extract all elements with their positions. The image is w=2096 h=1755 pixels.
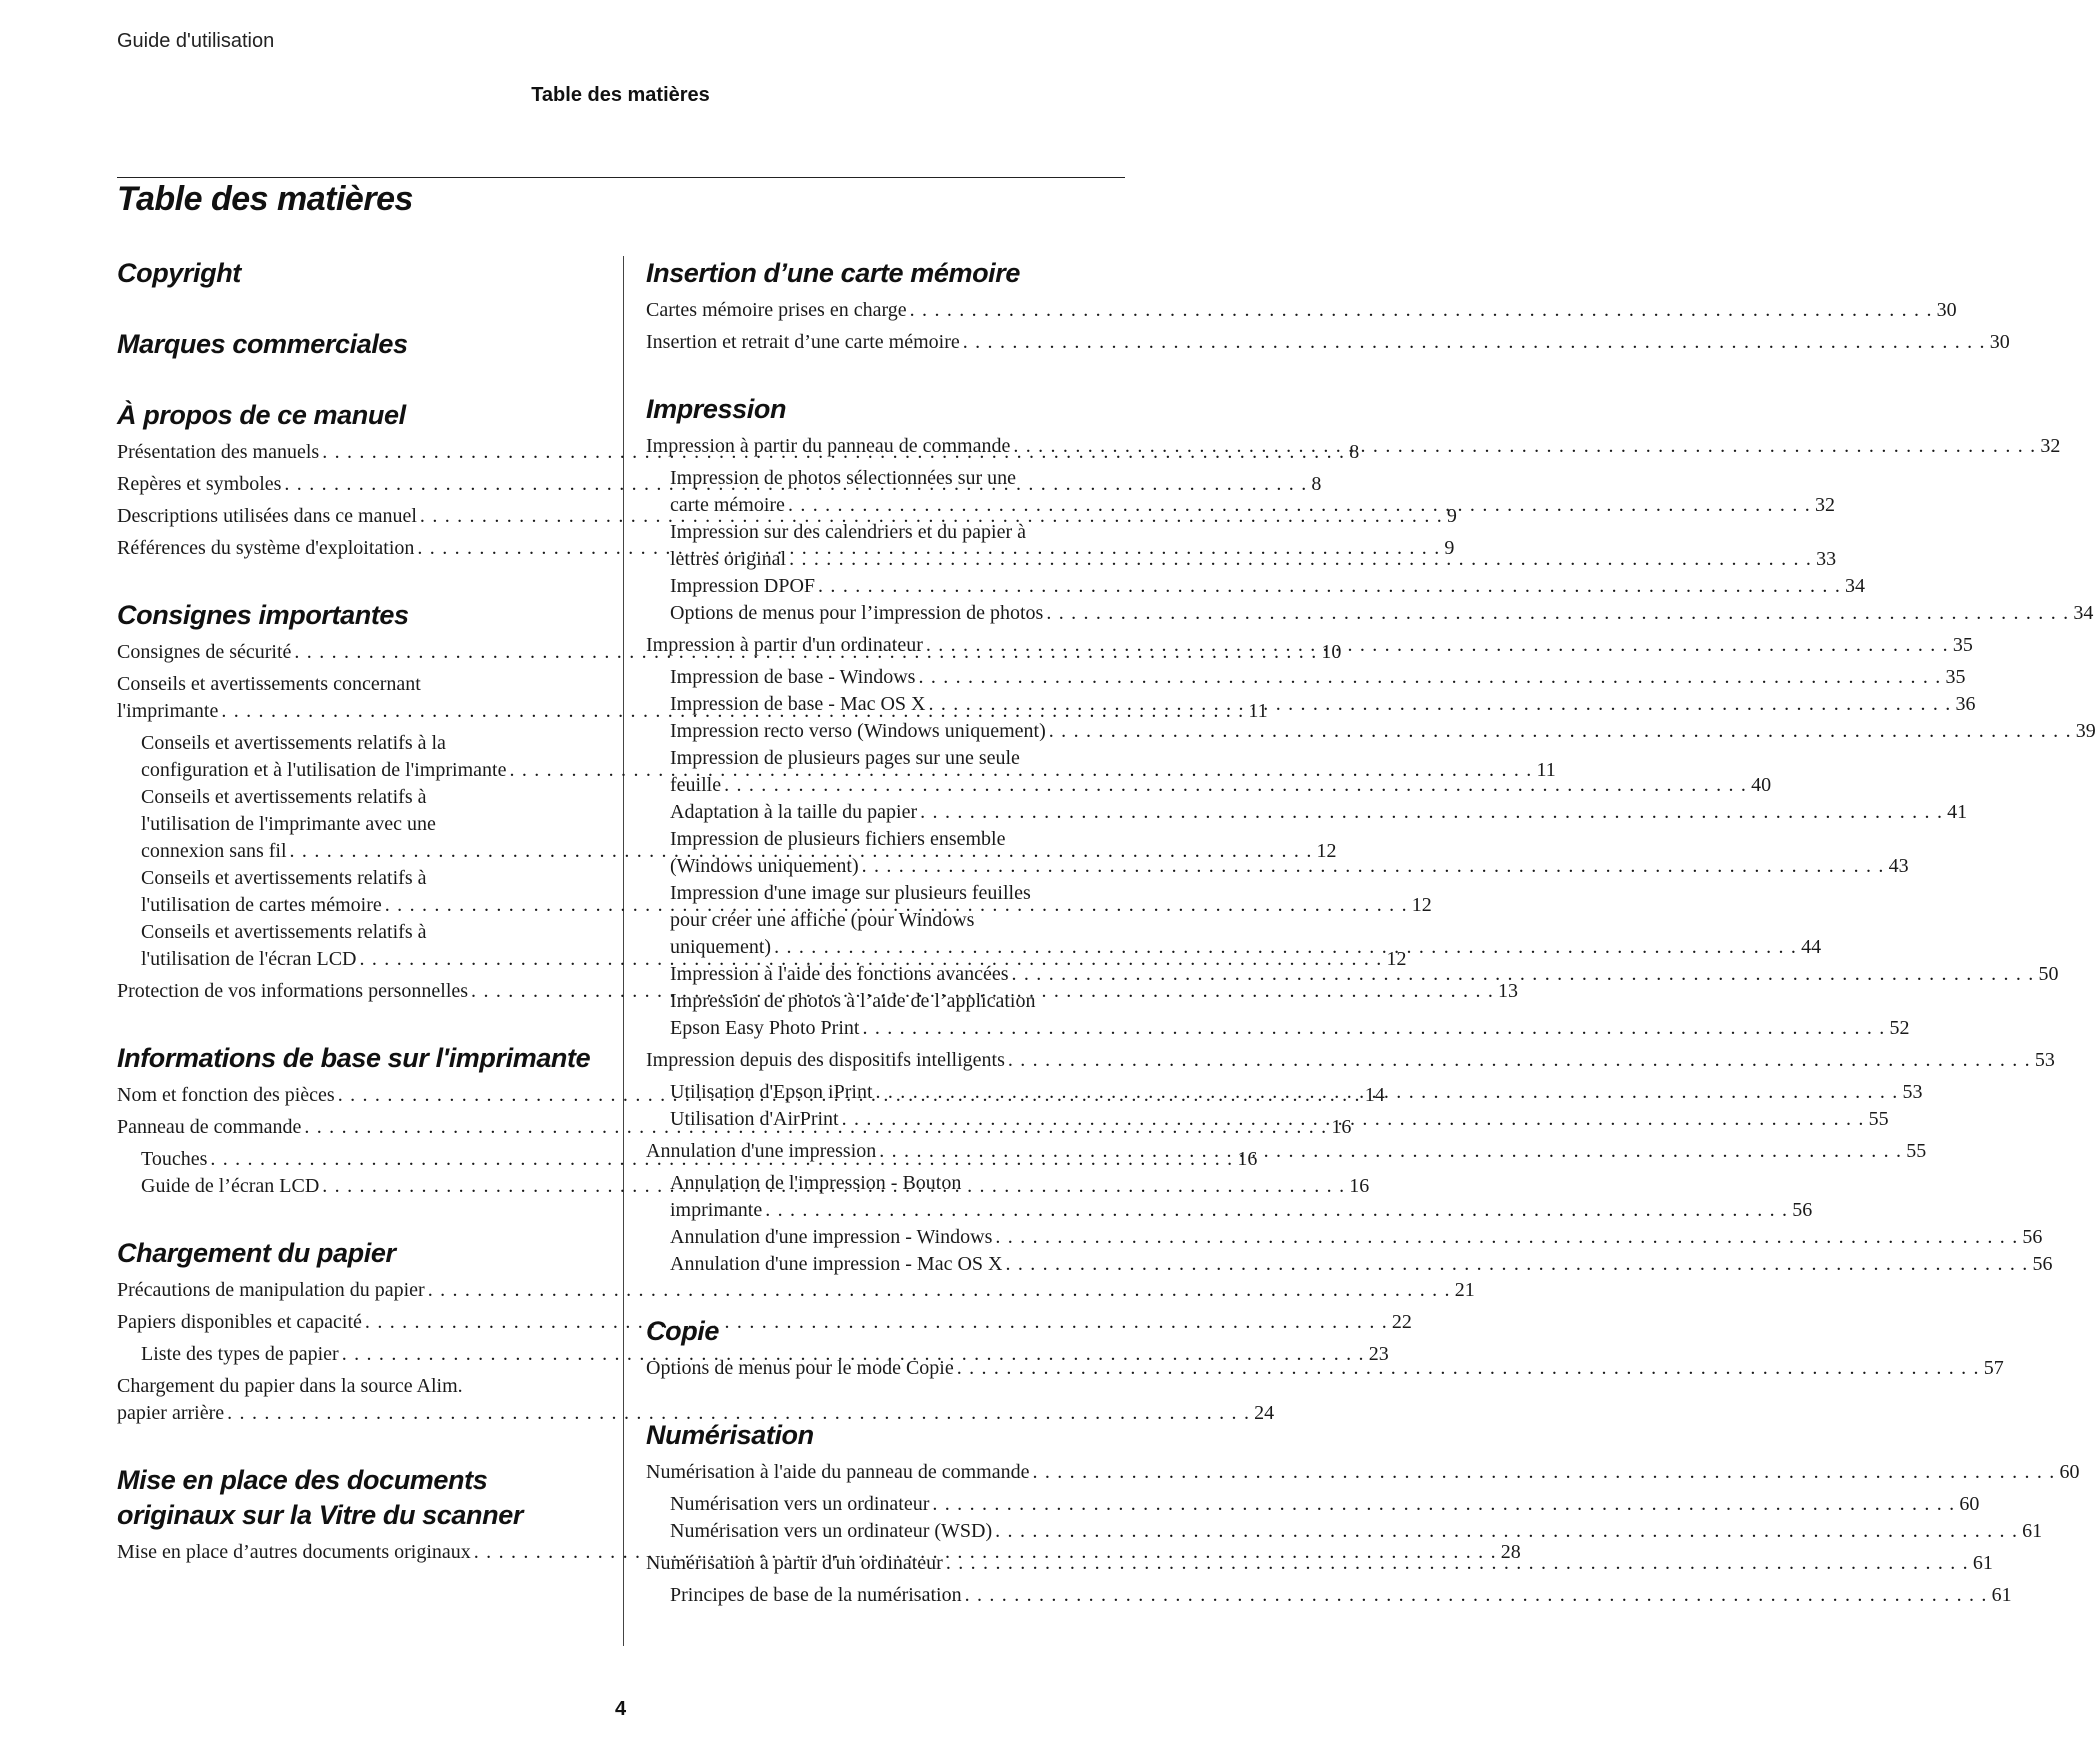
dot-leader	[915, 664, 1941, 691]
toc-entry-title-line: Impression d'une image sur plusieurs feuilles	[670, 882, 1031, 904]
toc-entry-page: 53	[2034, 1049, 2055, 1071]
toc-section-title[interactable]: Numérisation	[646, 1420, 814, 1450]
toc-entry-line	[670, 1197, 1813, 1224]
toc-entry-title: Repères et symboles	[117, 473, 282, 495]
toc-entry-title: imprimante	[670, 1199, 763, 1221]
toc-entry-line	[117, 1277, 1475, 1304]
toc-entry-line	[670, 718, 2096, 745]
toc-subentry[interactable]	[646, 519, 1837, 573]
dot-leader	[1002, 1251, 2028, 1278]
dot-leader	[721, 772, 1747, 799]
dot-leader	[992, 1518, 2018, 1545]
toc-entry-list	[646, 297, 2010, 356]
toc-entry-page: 16	[1237, 1148, 1258, 1170]
toc-entry[interactable]	[117, 1373, 1275, 1427]
toc-subentry[interactable]	[646, 1491, 1980, 1518]
toc-entry-page: 61	[2022, 1520, 2043, 1542]
toc-entry-title: Impression recto verso (Windows uniquement)	[670, 720, 1046, 742]
toc-entry-title: Impression de base - Mac OS X	[670, 693, 926, 715]
dot-leader	[917, 799, 1943, 826]
toc-subentry[interactable]	[646, 664, 1966, 691]
toc-entry-line	[117, 1400, 1275, 1427]
toc-subentry[interactable]	[646, 1518, 2043, 1545]
toc-entry-title: Impression à partir du panneau de commande	[646, 435, 1011, 457]
dot-leader	[926, 691, 1952, 718]
toc-entry-title: configuration et à l'utilisation de l'imprimante	[141, 759, 507, 781]
toc-entry-page: 60	[1959, 1493, 1980, 1515]
toc-entry-title: Adaptation à la taille du papier	[670, 801, 918, 823]
toc-section-title[interactable]: Copyright	[117, 258, 241, 288]
dot-leader	[1029, 1459, 2055, 1486]
toc-entry-title-line: Conseils et avertissements relatifs à	[141, 786, 427, 808]
toc-entry[interactable]	[646, 1047, 2055, 1074]
toc-entry-title: Numérisation vers un ordinateur (WSD)	[670, 1520, 993, 1542]
dot-leader	[1043, 600, 2069, 627]
toc-entry-title: papier arrière	[117, 1402, 225, 1424]
toc-entry-line	[670, 546, 1837, 573]
toc-entry-page: 24	[1254, 1402, 1275, 1424]
toc-entry-title: Liste des types de papier	[141, 1343, 339, 1365]
toc-entry-title: Epson Easy Photo Print	[670, 1017, 860, 1039]
toc-entry-page: 13	[1498, 980, 1519, 1002]
dot-leader	[962, 1582, 1988, 1609]
toc-entry-page: 52	[1889, 1017, 1910, 1039]
toc-subentry[interactable]	[646, 961, 2059, 988]
dot-leader	[943, 1550, 1969, 1577]
page-title: Table des matières	[117, 180, 413, 218]
toc-entry-title: Précautions de manipulation du papier	[117, 1279, 425, 1301]
toc-entry-page: 32	[1814, 494, 1835, 516]
toc-entry-page: 23	[1368, 1343, 1389, 1365]
toc-entry-page: 22	[1391, 1311, 1412, 1333]
toc-section-marques-commerciales	[117, 327, 599, 362]
toc-entry-line	[670, 1491, 1980, 1518]
toc-entry-line	[670, 492, 1835, 519]
toc-entry-page: 56	[1792, 1199, 1813, 1221]
toc-section-title[interactable]: Copie	[646, 1316, 720, 1346]
toc-entry-line	[670, 1224, 2043, 1251]
toc-entry-title: Insertion et retrait d’une carte mémoire	[646, 331, 960, 353]
toc-entry-title-line: Impression sur des calendriers et du papier à	[670, 521, 1026, 543]
toc-entry-title: Impression depuis des dispositifs intelligents	[646, 1049, 1005, 1071]
toc-entry-title: Annulation d'une impression - Windows	[670, 1226, 993, 1248]
toc-entry-title: Annulation d'une impression	[646, 1140, 877, 1162]
toc-entry-title-line: Impression de photos à l’aide de l’application	[670, 990, 1036, 1012]
running-head: Table des matières	[531, 84, 710, 106]
toc-entry-page: 12	[1386, 948, 1407, 970]
toc-entry-page: 61	[1991, 1584, 2012, 1606]
toc-section-title[interactable]: À propos de ce manuel	[117, 400, 406, 430]
toc-entry-title: connexion sans fil	[141, 840, 287, 862]
toc-entry-title: Nom et fonction des pièces	[117, 1084, 335, 1106]
dot-leader	[929, 1491, 1955, 1518]
toc-entry-line	[670, 1582, 2012, 1609]
toc-entry-page: 28	[1500, 1541, 1521, 1563]
toc-entry-title-line: Conseils et avertissements relatifs à la	[141, 732, 446, 754]
toc-section-insertion-d-une-carte-memoire	[646, 256, 2010, 356]
toc-entry-page: 33	[1816, 548, 1837, 570]
toc-subentry[interactable]	[646, 1251, 2053, 1278]
toc-entry-line	[646, 297, 1957, 324]
toc-section-title[interactable]: Marques commerciales	[117, 329, 408, 359]
toc-entry-title: l'imprimante	[117, 700, 219, 722]
toc-entry[interactable]	[646, 297, 1957, 324]
dot-leader	[785, 492, 1811, 519]
toc-entry-title: Numérisation à l'aide du panneau de commande	[646, 1461, 1030, 1483]
toc-entry-page: 43	[1888, 855, 1909, 877]
toc-entry-page: 39	[2075, 720, 2096, 742]
dot-leader	[907, 297, 1933, 324]
toc-section-title[interactable]: Impression	[646, 394, 787, 424]
toc-entry-page: 61	[1972, 1552, 1993, 1574]
toc-entry-page: 9	[1444, 537, 1455, 559]
toc-entry-title: Panneau de commande	[117, 1116, 302, 1138]
toc-section-title[interactable]: Informations de base sur l'imprimante	[117, 1043, 591, 1073]
toc-section-title[interactable]: Mise en place des documents originaux sur la Vitre du scanner	[117, 1465, 523, 1530]
toc-entry-page: 41	[1947, 801, 1968, 823]
toc-entry-title: Annulation d'une impression - Mac OS X	[670, 1253, 1003, 1275]
toc-entry-line	[670, 1015, 1910, 1042]
toc-entry-page: 9	[1446, 505, 1457, 527]
toc-entry-line	[670, 853, 1909, 880]
dot-leader	[839, 1106, 1865, 1133]
toc-entry-title: l'utilisation de l'écran LCD	[141, 948, 357, 970]
toc-entry-title: Descriptions utilisées dans ce manuel	[117, 505, 417, 527]
toc-entry-page: 30	[1936, 299, 1957, 321]
toc-entry-page: 56	[2022, 1226, 2043, 1248]
toc-subentry[interactable]	[646, 718, 2096, 745]
dot-leader	[815, 573, 1841, 600]
dot-leader	[786, 546, 1812, 573]
dot-leader	[992, 1224, 2018, 1251]
toc-entry-title: Références du système d'exploitation	[117, 537, 415, 559]
toc-entry-line	[646, 329, 2010, 356]
toc-entry-title: (Windows uniquement)	[670, 855, 859, 877]
toc-entry-title: Mise en place d’autres documents originaux	[117, 1541, 471, 1563]
dot-leader	[923, 632, 1949, 659]
toc-entry-title-line: Impression de plusieurs pages sur une seule	[670, 747, 1020, 769]
toc-entry-title-line: Impression de plusieurs fichiers ensemble	[670, 828, 1006, 850]
dot-leader	[771, 934, 1797, 961]
toc-entry-title: Guide de l’écran LCD	[141, 1175, 320, 1197]
toc-entry-title-line: Annulation de l'impression - Bouton	[670, 1172, 962, 1194]
toc-entry-page: 40	[1751, 774, 1772, 796]
toc-entry-title: Numérisation vers un ordinateur	[670, 1493, 930, 1515]
dot-leader	[960, 329, 1986, 356]
toc-section-title[interactable]: Chargement du papier	[117, 1238, 396, 1268]
toc-entry[interactable]	[117, 1277, 1475, 1304]
toc-entry-page: 12	[1316, 840, 1337, 862]
toc-entry-title: Touches	[141, 1148, 208, 1170]
toc-entry[interactable]	[646, 433, 2061, 460]
toc-entry-title: Utilisation d'AirPrint	[670, 1108, 839, 1130]
toc-entry-page: 53	[1902, 1081, 1923, 1103]
toc-entry-page: 16	[1349, 1175, 1370, 1197]
toc-entry-page: 44	[1801, 936, 1822, 958]
toc-entry-page: 55	[1868, 1108, 1889, 1130]
toc-entry-title-line: Conseils et avertissements concernant	[117, 673, 421, 695]
toc-entry-page: 14	[1364, 1084, 1385, 1106]
toc-subentry[interactable]	[646, 1582, 2012, 1609]
toc-entry-page: 34	[2073, 602, 2094, 624]
toc-entry-title: Consignes de sécurité	[117, 641, 292, 663]
toc-entry-title-line: Conseils et avertissements relatifs à	[141, 867, 427, 889]
toc-entry-page: 57	[1983, 1357, 2004, 1379]
dot-leader	[1010, 433, 2036, 460]
page-number: 4	[614, 1698, 627, 1720]
toc-entry-title: Impression à l'aide des fonctions avancées	[670, 963, 1009, 985]
toc-entry-title: lettres original	[670, 548, 787, 570]
dot-leader	[1005, 1047, 2031, 1074]
toc-entry-page: 11	[1536, 759, 1556, 781]
dot-leader	[954, 1355, 1980, 1382]
dot-leader	[876, 1138, 1902, 1165]
toc-entry-title-line: pour créer une affiche (pour Windows	[670, 909, 975, 931]
toc-entry-title-line: Conseils et avertissements relatifs à	[141, 921, 427, 943]
toc-entry-title: Impression de base - Windows	[670, 666, 916, 688]
toc-entry-page: 35	[1945, 666, 1966, 688]
toc-entry-title: Présentation des manuels	[117, 441, 320, 463]
toc-entry-line	[670, 1251, 2053, 1278]
toc-entry-line	[670, 1518, 2043, 1545]
toc-entry-line	[670, 961, 2059, 988]
toc-entry-page: 30	[1989, 331, 2010, 353]
dot-leader	[762, 1197, 1788, 1224]
toc-subentry[interactable]	[646, 799, 1968, 826]
toc-entry-title: uniquement)	[670, 936, 772, 958]
toc-entry-title: Principes de base de la numérisation	[670, 1584, 962, 1606]
toc-entry-title: Options de menus pour le mode Copie	[646, 1357, 954, 1379]
toc-entry-page: 8	[1311, 473, 1322, 495]
toc-entry-line	[646, 1047, 2055, 1074]
toc-entry-page: 10	[1321, 641, 1342, 663]
toc-entry-page: 34	[1845, 575, 1866, 597]
toc-entry-line	[670, 573, 1866, 600]
dot-leader	[1046, 718, 2072, 745]
dot-leader	[859, 1015, 1885, 1042]
toc-entry-line	[670, 799, 1968, 826]
toc-entry-title-line: l'utilisation de l'imprimante avec une	[141, 813, 436, 835]
toc-entry-list	[646, 1355, 2004, 1382]
toc-section-title[interactable]: Insertion d’une carte mémoire	[646, 258, 1021, 288]
toc-entry-line	[670, 772, 1772, 799]
toc-entry-title: feuille	[670, 774, 722, 796]
dot-leader	[1009, 961, 2035, 988]
toc-entry-title: carte mémoire	[670, 494, 785, 516]
toc-entry[interactable]	[646, 1459, 2080, 1486]
toc-entry-page: 32	[2040, 435, 2061, 457]
toc-entry-page: 60	[2059, 1461, 2080, 1483]
toc-entry-title: Impression DPOF	[670, 575, 816, 597]
toc-entry-line	[646, 433, 2061, 460]
toc-subentry[interactable]	[646, 573, 1866, 600]
toc-entry-title: Impression à partir d'un ordinateur	[646, 634, 923, 656]
toc-entry-page: 12	[1411, 894, 1432, 916]
toc-entry-page: 56	[2032, 1253, 2053, 1275]
toc-entry-title: Options de menus pour l’impression de photos	[670, 602, 1044, 624]
toc-entry-line	[646, 1459, 2080, 1486]
toc-entry-page: 16	[1331, 1116, 1352, 1138]
toc-section-title[interactable]: Consignes importantes	[117, 600, 409, 630]
toc-entry[interactable]	[646, 329, 2010, 356]
toc-subentry[interactable]	[646, 600, 2094, 627]
header-rule	[117, 177, 1125, 178]
toc-entry-page: 55	[1906, 1140, 1927, 1162]
toc-section-copyright	[117, 256, 599, 291]
toc-entry-title: Cartes mémoire prises en charge	[646, 299, 907, 321]
document-title: Guide d'utilisation	[117, 30, 275, 52]
toc-entry-title-line: Impression de photos sélectionnées sur une	[670, 467, 1017, 489]
toc-subentry[interactable]	[646, 1224, 2043, 1251]
toc-entry-page: 50	[2038, 963, 2059, 985]
toc-subentry[interactable]	[646, 465, 1835, 519]
toc-entry-page: 21	[1454, 1279, 1475, 1301]
toc-entry-title: Protection de vos informations personnelles	[117, 980, 469, 1002]
toc-entry-page: 8	[1349, 441, 1360, 463]
toc-entry-line	[646, 1355, 2004, 1382]
toc-entry-page: 11	[1248, 700, 1268, 722]
toc-entry-page: 35	[1952, 634, 1973, 656]
toc-entry-title: Utilisation d'Epson iPrint	[670, 1081, 873, 1103]
toc-entry-line	[670, 664, 1966, 691]
toc-entry[interactable]	[646, 1355, 2004, 1382]
dot-leader	[873, 1079, 1899, 1106]
toc-entry-line	[670, 600, 2094, 627]
toc-entry-title: Papiers disponibles et capacité	[117, 1311, 362, 1333]
toc-entry-page: 36	[1955, 693, 1976, 715]
toc-entry-title: Numérisation à partir d'un ordinateur	[646, 1552, 943, 1574]
toc-entry-title: l'utilisation de cartes mémoire	[141, 894, 382, 916]
dot-leader	[859, 853, 1885, 880]
toc-entry-title-line: Chargement du papier dans la source Alim.	[117, 1375, 463, 1397]
